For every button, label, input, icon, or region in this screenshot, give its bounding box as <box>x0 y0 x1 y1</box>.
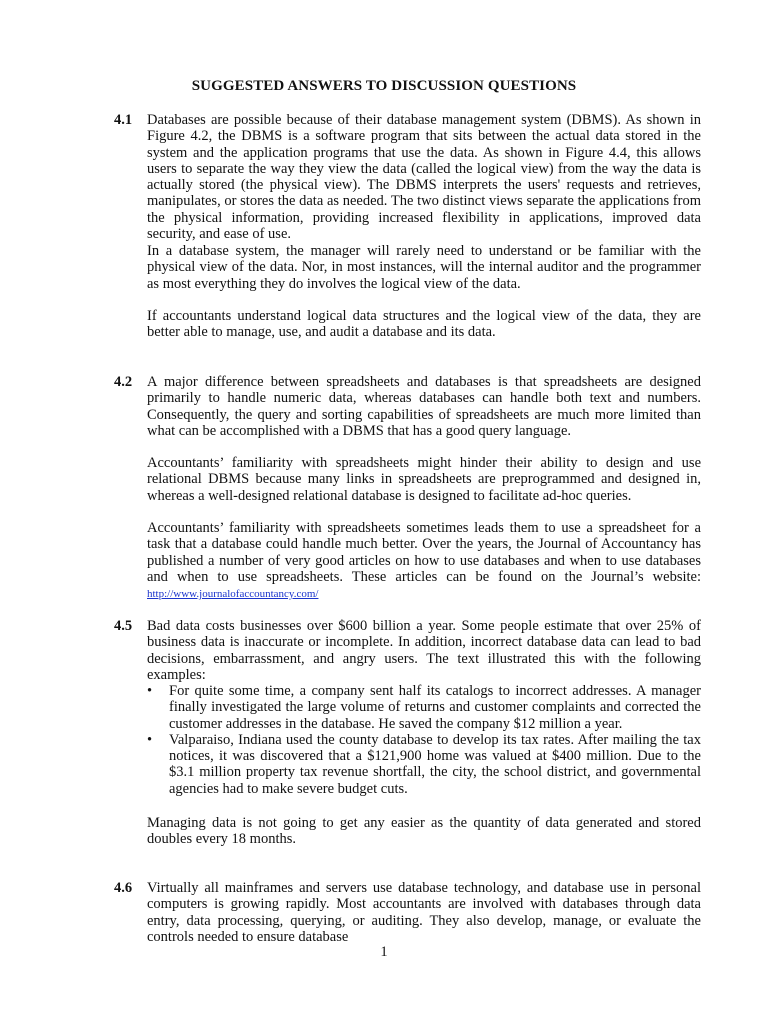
question-4-5-paragraph-1: Bad data costs businesses over $600 billion a year. Some people estimate that over 25% of business data is inaccurate or incomplete. In addition, incorrect database data can lead to bad decisions, embarrassment, and angry users. The text illustrated this with the following examples: <box>147 618 701 683</box>
list-item <box>147 732 701 797</box>
question-4-5-closing: Managing data is not going to get any easier as the quantity of data generated and stored doubles every 18 months. <box>147 815 701 848</box>
bullet-icon: • <box>147 731 153 748</box>
question-4-2-paragraph-1: A major difference between spreadsheets and databases is that spreadsheets are designed primarily to handle numeric data, whereas databases can handle both text and numbers. Consequently, the query and sorting capabilities of spreadsheets are much more limited than what can be accomplished with a DBMS that has a good query language. <box>147 374 701 439</box>
question-4-5-bullet-list <box>147 683 701 797</box>
question-number-4-1: 4.1 <box>114 112 133 128</box>
question-4-1-paragraph-2: In a database system, the manager will rarely need to understand or be familiar with the physical view of the data. Nor, in most instances, will the internal auditor and the programmer as most everything they do involves the logical view of the data. <box>147 243 701 292</box>
bullet-text: Valparaiso, Indiana used the county database to develop its tax rates. After mailing the tax notices, it was discovered that a $121,900 home was valued at $400 million. Due to the $3.1 million property tax revenue shortfall, the city, the school district, and governmental agencies had to make severe budget cuts. <box>169 731 701 797</box>
question-4-1-paragraph-1: Databases are possible because of their database management system (DBMS). As shown in Figure 4.2, the DBMS is a software program that sits between the actual data stored in the system and the application programs that use the data. As shown in Figure 4.4, this allows users to separate the way they view the data (called the logical view) from the way the data is actually stored (the physical view). The DBMS interprets the users' requests and retrieves, manipulates, or stores the data as needed. The two distinct views separate the applications from the physical information, providing increased flexibility in applications, improved data security, and ease of use. <box>147 112 701 243</box>
question-4-1-paragraph-3: If accountants understand logical data structures and the logical view of the data, they are better able to manage, use, and audit a database and its data. <box>147 308 701 341</box>
question-number-4-6: 4.6 <box>114 880 133 896</box>
bullet-text: For quite some time, a company sent half its catalogs to incorrect addresses. A manager finally investigated the large volume of returns and customer complaints and corrected the customer addresses in the database. He saved the company $12 million a year. <box>169 683 701 732</box>
page-title: SUGGESTED ANSWERS TO DISCUSSION QUESTIONS <box>191 78 577 94</box>
question-4-2-paragraph-3 <box>147 520 701 602</box>
question-4-2-paragraph-3-text: Accountants’ familiarity with spreadsheets sometimes leads them to use a spreadsheet for a task that a database could handle much better. Over the years, the Journal of Accountancy has published a number of very good articles on how to use databases and when to use databases and when to use spreadsheets. These articles can be found on the Journal’s website: <box>147 520 701 585</box>
question-number-4-5: 4.5 <box>114 618 133 634</box>
list-item <box>147 683 701 732</box>
journal-website-link[interactable]: http://www.journalofaccountancy.com/ <box>147 588 319 601</box>
page-number: 1 <box>380 944 388 960</box>
question-4-2-paragraph-2: Accountants’ familiarity with spreadsheets might hinder their ability to design and use relational DBMS because many links in spreadsheets are preprogrammed and designed in, whereas a well-designed relational database is designed to facilitate ad-hoc queries. <box>147 455 701 504</box>
bullet-icon: • <box>147 683 153 699</box>
question-number-4-2: 4.2 <box>114 374 133 390</box>
question-4-6-paragraph-1: Virtually all mainframes and servers use database technology, and database use in personal computers is growing rapidly. Most accountants are involved with databases through data entry, data processing, querying, or auditing. They also develop, manage, or evaluate the controls needed to ensure database <box>147 880 701 945</box>
